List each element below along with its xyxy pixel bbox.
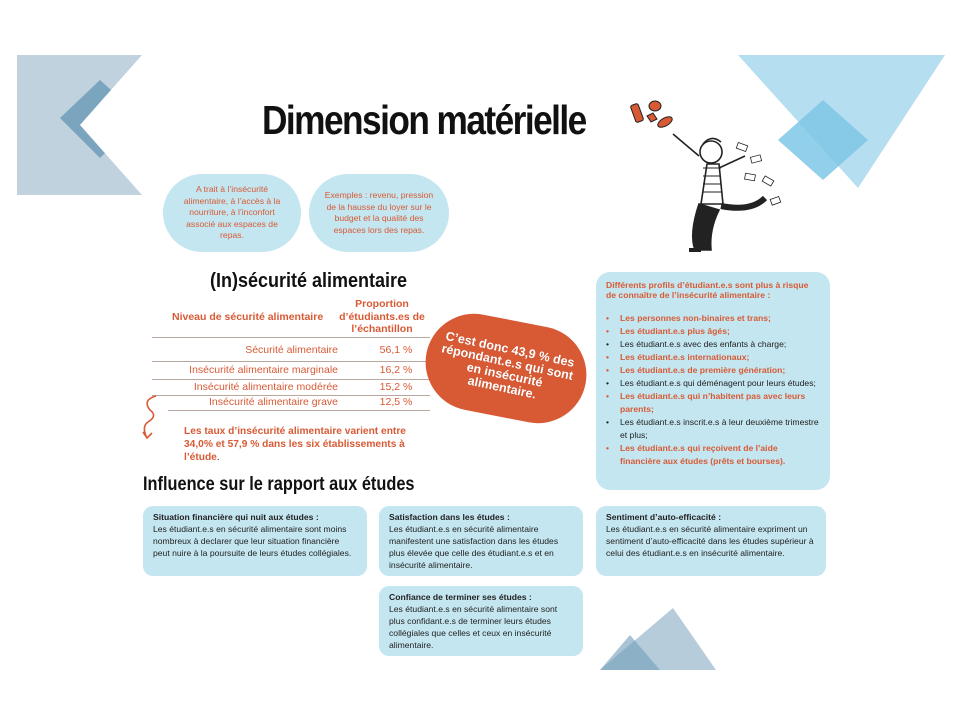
table-row [152, 342, 430, 360]
rate-note [184, 425, 414, 464]
card-satisfaction [379, 506, 583, 576]
column-header-proportion: Proportion d’étudiants.es de l’échantillon [339, 298, 425, 335]
student-illustration [625, 94, 785, 264]
rate-note-text: Les taux d’insécurité alimentaire varient entre 34,0% et 57,9 % dans les six établissements à l’étude [184, 426, 406, 463]
card-body: Les étudiant.e.s en sécurité alimentaire expriment un sentiment d’auto-efficacité dans les études supérieur à celui des étudiant.e.s en insécurité alimentaire. [606, 524, 814, 558]
table-divider [152, 337, 430, 338]
risk-profiles-box [596, 272, 830, 490]
row-value: 56,1 % [379, 344, 413, 356]
food-security-heading: (In)sécurité alimentaire [210, 270, 408, 292]
definition-text: A trait à l’insécurité alimentaire, à l’accès à la nourriture, à l’inconfort associé aux espaces de repas. [183, 184, 281, 241]
card-self-efficacy [596, 506, 826, 576]
list-item: • Les étudiant.e.s plus âgés; [606, 325, 820, 338]
list-item: • Les étudiant.e.s avec des enfants à charge; [606, 338, 820, 351]
list-item: • Les étudiant.e.s de première génération; [606, 364, 820, 377]
person-figure [673, 134, 765, 250]
callout-text: C’est donc 43,9 % des répondant.e.s qui sont en insécurité alimentaire. [440, 328, 576, 402]
row-label: Insécurité alimentaire modérée [193, 381, 338, 393]
card-confidence [379, 586, 583, 656]
influence-heading: Influence sur le rapport aux études [143, 474, 415, 495]
money-bills [736, 142, 780, 205]
list-item: • Les étudiant.e.s internationaux; [606, 351, 820, 364]
card-body: Les étudiant.e.s en sécurité alimentaire sont moins nombreux à declarer que leur situation financière peut nuire à la poursuite de leurs études collégiales. [153, 524, 352, 558]
card-financial-situation [143, 506, 367, 576]
page-title: Dimension matérielle [262, 97, 586, 143]
examples-text: Exemples : revenu, pression de la hausse du loyer sur le budget et la qualité des espaces lors des repas. [324, 190, 434, 235]
list-item: • Les étudiant.e.s inscrit.e.s à leur deuxième trimestre et plus; [606, 416, 820, 442]
row-label: Insécurité alimentaire grave [209, 396, 338, 408]
row-label: Sécurité alimentaire [245, 344, 338, 356]
definition-pill [163, 174, 301, 252]
risk-profiles-list [606, 312, 820, 468]
list-item: • Les étudiant.e.s qui reçoivent de l’aide financière aux études (prêts et bourses). [606, 442, 820, 468]
list-item: • Les étudiant.e.s qui déménagent pour leurs études; [606, 377, 820, 390]
list-item: • Les personnes non-binaires et trans; [606, 312, 820, 325]
table-row [152, 362, 430, 380]
card-body: Les étudiant.e.s en sécurité alimentaire sont plus confidant.e.s de terminer leurs études collégiales que celles et ceux en insécurité alimentaire. [389, 604, 558, 650]
column-header-level: Niveau de sécurité alimentaire [172, 311, 324, 323]
card-title: Situation financière qui nuit aux études : [153, 512, 319, 522]
card-body: Les étudiant.e.s en sécurité alimentaire manifestent une satisfaction dans les études plus élevée que celle des étudiant.e.s et en insécurité alimentaire. [389, 524, 559, 570]
risk-profiles-title: Différents profils d’étudiant.e.s sont plus à risque de connaître de l’insécurité alimentaire : [606, 280, 809, 300]
food-icons [630, 101, 674, 129]
row-value: 16,2 % [379, 364, 413, 376]
card-title: Confiance de terminer ses études : [389, 592, 532, 602]
rate-note-end: . [216, 452, 220, 463]
card-title: Sentiment d’auto-efficacité : [606, 512, 722, 522]
row-value: 15,2 % [379, 381, 413, 393]
list-item: • Les étudiant.e.s qui n’habitent pas avec leurs parents; [606, 390, 820, 416]
curly-arrow-icon [140, 392, 164, 442]
examples-pill [309, 174, 449, 252]
row-value: 12,5 % [379, 396, 413, 408]
table-divider [168, 410, 430, 411]
row-label: Insécurité alimentaire marginale [189, 364, 338, 376]
card-title: Satisfaction dans les études : [389, 512, 510, 522]
